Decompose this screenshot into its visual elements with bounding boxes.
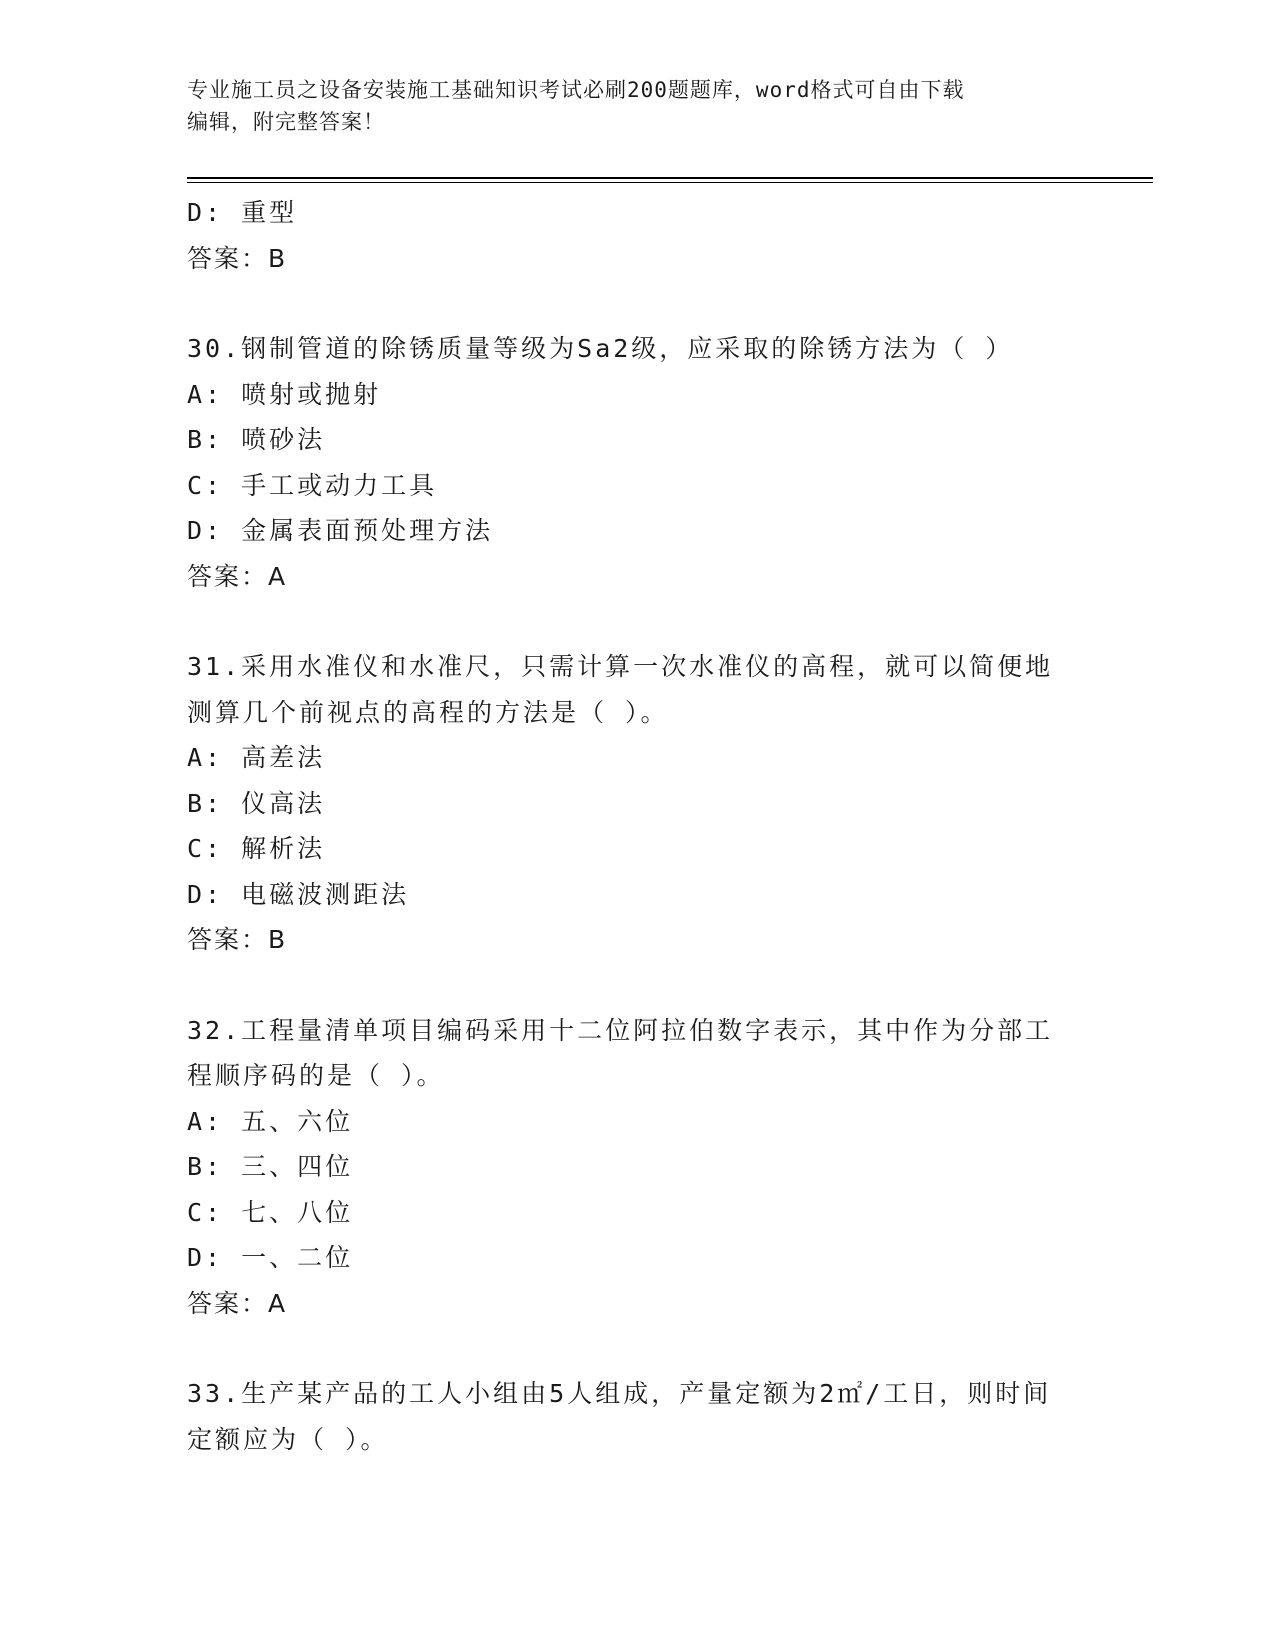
document-header bbox=[187, 74, 1067, 138]
spacer bbox=[187, 281, 1107, 326]
question-stem: 30.钢制管道的除锈质量等级为Sa2级，应采取的除锈方法为（ ） bbox=[187, 334, 1014, 363]
header-divider-thin bbox=[187, 182, 1153, 183]
option-b: B: 三、四位 bbox=[187, 1152, 354, 1181]
question-list bbox=[187, 190, 1107, 1462]
spacer bbox=[187, 1326, 1107, 1371]
option-b: B: 喷砂法 bbox=[187, 425, 326, 454]
question-stem-line-1: 31.采用水准仪和水准尺，只需计算一次水准仪的高程，就可以简便地 bbox=[187, 652, 1054, 681]
option-c: C: 手工或动力工具 bbox=[187, 470, 438, 500]
question-stem-line-2: 定额应为（ ）。 bbox=[187, 1424, 389, 1454]
question-31 bbox=[187, 644, 1107, 963]
question-33 bbox=[187, 1371, 1107, 1462]
question-stem-line-1: 33.生产某产品的工人小组由5人组成，产量定额为2㎡/工日，则时间 bbox=[187, 1379, 1052, 1408]
header-line-1: 专业施工员之设备安装施工基础知识考试必刷200题题库，word格式可自由下载 bbox=[187, 78, 965, 102]
header-divider-thick bbox=[187, 177, 1153, 179]
answer-line: 答案：A bbox=[187, 561, 288, 591]
question-32 bbox=[187, 1008, 1107, 1327]
option-d: D: 金属表面预处理方法 bbox=[187, 516, 494, 545]
spacer bbox=[187, 599, 1107, 644]
header-line-2: 编辑，附完整答案！ bbox=[187, 110, 385, 134]
answer-line: 答案：B bbox=[187, 243, 288, 273]
option-d: D: 一、二位 bbox=[187, 1243, 354, 1272]
question-30 bbox=[187, 326, 1107, 599]
spacer bbox=[187, 963, 1107, 1008]
answer-line: 答案：A bbox=[187, 1288, 288, 1318]
question-stem-line-1: 32.工程量清单项目编码采用十二位阿拉伯数字表示，其中作为分部工 bbox=[187, 1015, 1054, 1045]
option-b: B: 仪高法 bbox=[187, 788, 326, 818]
option-a: A: 喷射或抛射 bbox=[187, 379, 382, 409]
option-a: A: 高差法 bbox=[187, 743, 326, 772]
question-stem-line-2: 测算几个前视点的高程的方法是（ ）。 bbox=[187, 697, 669, 727]
option-d: D: 电磁波测距法 bbox=[187, 879, 410, 909]
option-c: C: 解析法 bbox=[187, 834, 326, 863]
option-a: A: 五、六位 bbox=[187, 1106, 354, 1136]
option-d: D: 重型 bbox=[187, 198, 298, 227]
option-c: C: 七、八位 bbox=[187, 1197, 354, 1227]
answer-line: 答案：B bbox=[187, 925, 288, 954]
question-stem-line-2: 程顺序码的是（ ）。 bbox=[187, 1061, 445, 1090]
